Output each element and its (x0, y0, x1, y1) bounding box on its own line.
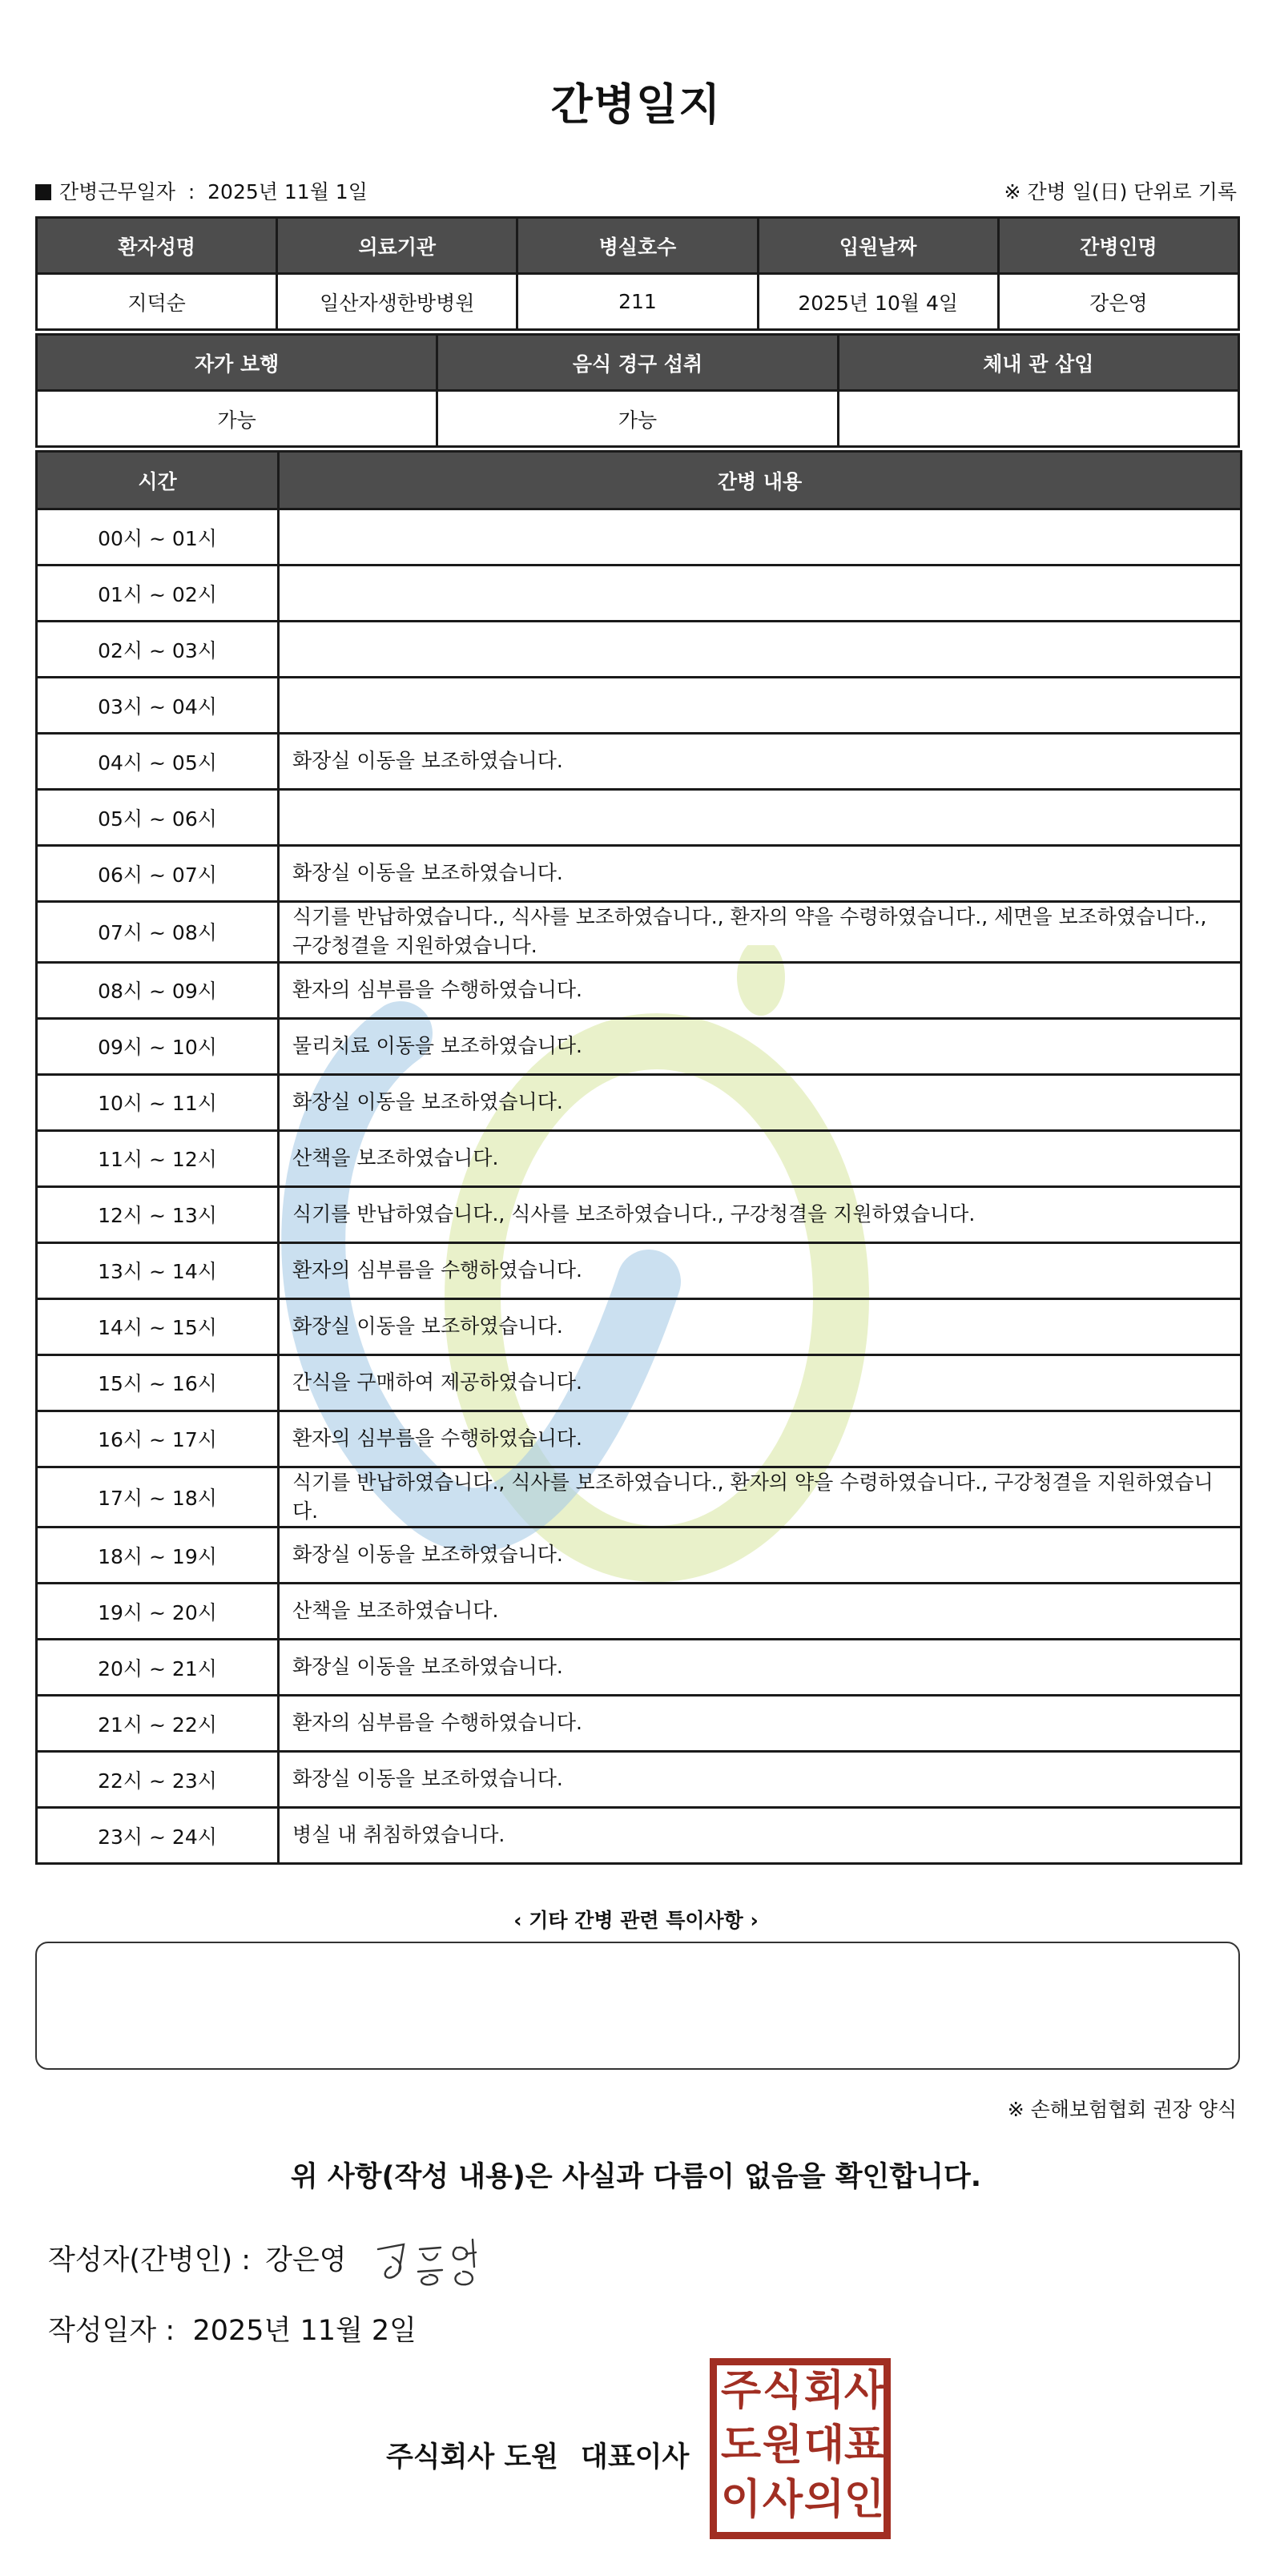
write-date-label: 작성일자 : (48, 2315, 175, 2347)
care-log-row (37, 1074, 1242, 1130)
care-log-row (37, 1584, 1242, 1640)
care-log-row (37, 566, 1242, 622)
care-log-content (279, 678, 1242, 734)
care-log-content: 물리치료 이동을 보조하였습니다. (279, 1018, 1242, 1074)
care-log-time: 09시 ~ 10시 (37, 1018, 279, 1074)
seal-char: 의 (803, 2476, 845, 2524)
care-log-row (37, 1298, 1242, 1354)
work-date-label: 간병근무일자 (59, 180, 175, 203)
care-log-row (37, 962, 1242, 1018)
care-log-time: 05시 ~ 06시 (37, 790, 279, 846)
patient-info-table (35, 216, 1240, 331)
care-log-time: 15시 ~ 16시 (37, 1354, 279, 1411)
care-log-content: 화장실 이동을 보조하였습니다. (279, 734, 1242, 790)
header-oral-intake: 음식 경구 섭취 (437, 335, 838, 391)
care-log-content: 화장실 이동을 보조하였습니다. (279, 1527, 1242, 1584)
writer-row (48, 2238, 361, 2278)
care-log-header-row (37, 452, 1242, 509)
care-log-row (37, 622, 1242, 678)
company-signature-line (386, 2435, 689, 2475)
care-log-content (279, 566, 1242, 622)
care-log-row (37, 1242, 1242, 1298)
header-hospital: 의료기관 (277, 218, 517, 274)
care-log-row (37, 1640, 1242, 1696)
care-log-row (37, 1018, 1242, 1074)
care-log-content: 환자의 심부름을 수행하였습니다. (279, 962, 1242, 1018)
care-log-body (37, 509, 1242, 1864)
company-ceo-title: 대표이사 (581, 2441, 690, 2473)
patient-info-header-row (37, 218, 1239, 274)
care-log-row (37, 734, 1242, 790)
care-log-time: 12시 ~ 13시 (37, 1186, 279, 1242)
care-log-time: 22시 ~ 23시 (37, 1752, 279, 1808)
care-log-content (279, 509, 1242, 566)
caregiver-name: 강은영 (998, 274, 1238, 330)
care-log-time: 03시 ~ 04시 (37, 678, 279, 734)
seal-char: 사 (843, 2367, 885, 2415)
form-recommendation-note: ※ 손해보험협회 권장 양식 (1007, 2098, 1237, 2121)
patient-status-header-row (37, 335, 1239, 391)
seal-char: 대 (803, 2421, 845, 2469)
patient-status-value-row (37, 391, 1239, 447)
patient-status-table (35, 333, 1240, 448)
care-log-time: 02시 ~ 03시 (37, 622, 279, 678)
care-log-time: 16시 ~ 17시 (37, 1411, 279, 1467)
header-care-content: 간병 내용 (279, 452, 1242, 509)
care-log-time: 06시 ~ 07시 (37, 846, 279, 902)
care-log-content: 화장실 이동을 보조하였습니다. (279, 1074, 1242, 1130)
remarks-title: ‹ 기타 간병 관련 특이사항 › (513, 1909, 759, 1932)
care-log-content: 화장실 이동을 보조하였습니다. (279, 1640, 1242, 1696)
header-tube-insertion: 체내 관 삽입 (838, 335, 1238, 391)
confirmation-statement: 위 사항(작성 내용)은 사실과 다름이 없음을 확인합니다. (290, 2161, 982, 2193)
care-log-content: 환자의 심부름을 수행하였습니다. (279, 1696, 1242, 1752)
patient-name: 지덕순 (37, 274, 277, 330)
care-log-content: 병실 내 취침하였습니다. (279, 1808, 1242, 1864)
care-log-time: 00시 ~ 01시 (37, 509, 279, 566)
square-bullet-icon (35, 184, 51, 200)
oral-intake-value: 가능 (437, 391, 838, 447)
remarks-box (35, 1942, 1240, 2070)
work-date-separator: : (187, 180, 195, 203)
care-log-time: 01시 ~ 02시 (37, 566, 279, 622)
care-log-row (37, 1808, 1242, 1864)
care-log-row (37, 1752, 1242, 1808)
seal-char: 주 (720, 2367, 762, 2415)
care-log-time: 18시 ~ 19시 (37, 1527, 279, 1584)
care-log-row (37, 1467, 1242, 1527)
seal-char: 인 (843, 2476, 885, 2524)
write-date (48, 2308, 417, 2349)
care-log-row (37, 902, 1242, 963)
care-log-time: 11시 ~ 12시 (37, 1130, 279, 1186)
writer-name: 강은영 (265, 2244, 347, 2276)
seal-char: 식 (762, 2367, 803, 2415)
seal-char: 회 (803, 2367, 845, 2415)
seal-char: 사 (762, 2476, 803, 2524)
write-date-value: 2025년 11월 2일 (192, 2315, 417, 2347)
care-log-row (37, 1696, 1242, 1752)
patient-info-value-row (37, 274, 1239, 330)
care-log-content: 식기를 반납하였습니다., 식사를 보조하였습니다., 구강청결을 지원하였습니다. (279, 1186, 1242, 1242)
care-log-time: 19시 ~ 20시 (37, 1584, 279, 1640)
company-name: 주식회사 도원 (386, 2441, 559, 2473)
care-log-time: 08시 ~ 09시 (37, 962, 279, 1018)
room-number: 211 (517, 274, 758, 330)
header-room-number: 병실호수 (517, 218, 758, 274)
care-log-content (279, 622, 1242, 678)
care-log-row (37, 678, 1242, 734)
care-log-content: 환자의 심부름을 수행하였습니다. (279, 1411, 1242, 1467)
care-log-row (37, 1527, 1242, 1584)
seal-char: 이 (720, 2476, 762, 2524)
care-log-row (37, 1411, 1242, 1467)
care-log-content: 산책을 보조하였습니다. (279, 1130, 1242, 1186)
care-log-time: 14시 ~ 15시 (37, 1298, 279, 1354)
header-patient-name: 환자성명 (37, 218, 277, 274)
writer-label: 작성자(간병인) : (48, 2244, 252, 2276)
company-seal-stamp (710, 2358, 891, 2539)
header-time: 시간 (37, 452, 279, 509)
care-log-content: 화장실 이동을 보조하였습니다. (279, 846, 1242, 902)
work-date (35, 176, 368, 205)
care-log-table (35, 450, 1242, 1865)
care-log-row (37, 846, 1242, 902)
self-walking-value: 가능 (37, 391, 437, 447)
care-log-content (279, 790, 1242, 846)
care-log-content: 화장실 이동을 보조하였습니다. (279, 1298, 1242, 1354)
care-log-content: 간식을 구매하여 제공하였습니다. (279, 1354, 1242, 1411)
header-self-walking: 자가 보행 (37, 335, 437, 391)
care-log-row (37, 509, 1242, 566)
care-log-row (37, 1186, 1242, 1242)
care-log-time: 20시 ~ 21시 (37, 1640, 279, 1696)
handwritten-signature (370, 2225, 506, 2289)
admission-date: 2025년 10월 4일 (758, 274, 998, 330)
work-date-value: 2025년 11월 1일 (207, 180, 368, 203)
daily-record-note: ※ 간병 일(日) 단위로 기록 (1004, 180, 1237, 203)
care-log-time: 04시 ~ 05시 (37, 734, 279, 790)
header-caregiver-name: 간병인명 (998, 218, 1238, 274)
care-log-content: 환자의 심부름을 수행하였습니다. (279, 1242, 1242, 1298)
care-log-row (37, 1130, 1242, 1186)
care-log-time: 17시 ~ 18시 (37, 1467, 279, 1527)
care-log-content: 산책을 보조하였습니다. (279, 1584, 1242, 1640)
seal-char: 원 (762, 2421, 803, 2469)
seal-char: 표 (843, 2421, 885, 2469)
care-log-time: 13시 ~ 14시 (37, 1242, 279, 1298)
care-log-time: 21시 ~ 22시 (37, 1696, 279, 1752)
document-title: 간병일지 (550, 79, 722, 130)
hospital-name: 일산자생한방병원 (277, 274, 517, 330)
tube-insertion-value (838, 391, 1238, 447)
care-log-time: 07시 ~ 08시 (37, 902, 279, 963)
care-log-content: 식기를 반납하였습니다., 식사를 보조하였습니다., 환자의 약을 수령하였습니다., 구강청결을 지원하였습니다. (279, 1467, 1242, 1527)
care-log-row (37, 790, 1242, 846)
seal-char: 도 (720, 2421, 762, 2469)
header-admission-date: 입원날짜 (758, 218, 998, 274)
care-log-time: 10시 ~ 11시 (37, 1074, 279, 1130)
care-log-content: 화장실 이동을 보조하였습니다. (279, 1752, 1242, 1808)
care-log-content: 식기를 반납하였습니다., 식사를 보조하였습니다., 환자의 약을 수령하였습니다., 세면을 보조하였습니다., 구강청결을 지원하였습니다. (279, 902, 1242, 963)
care-log-time: 23시 ~ 24시 (37, 1808, 279, 1864)
care-log-row (37, 1354, 1242, 1411)
